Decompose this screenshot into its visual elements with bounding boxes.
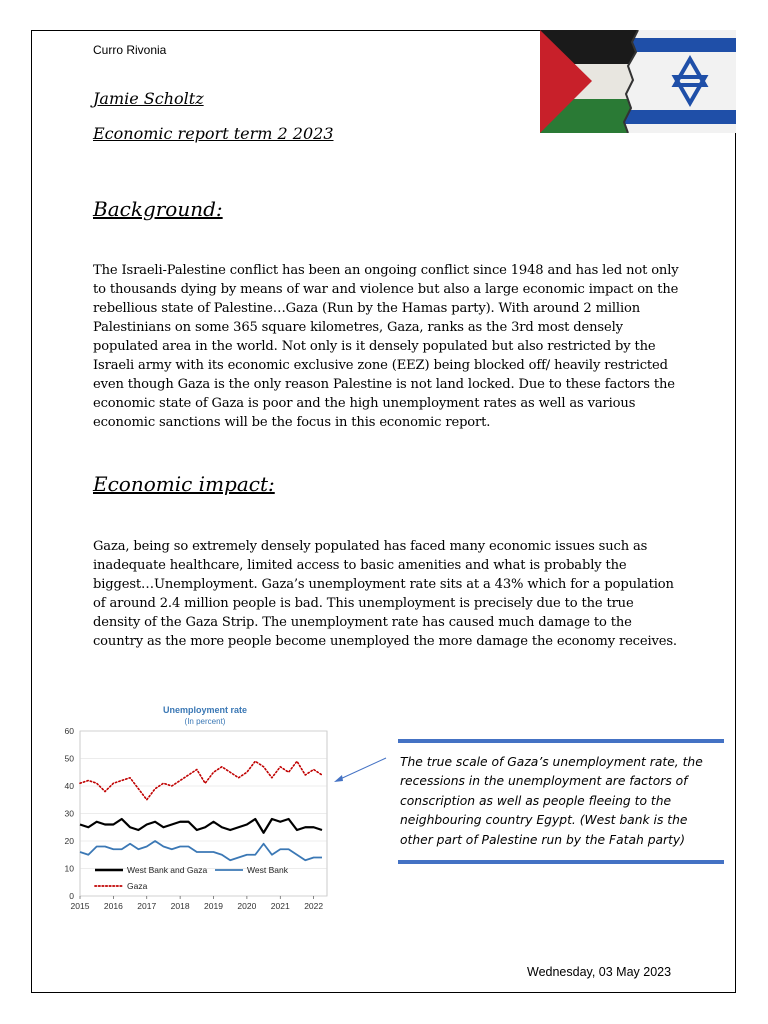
y-tick-label: 0 — [69, 891, 74, 901]
series-line-west-bank-and-gaza — [80, 819, 322, 833]
legend-label: West Bank — [247, 865, 288, 875]
economic-impact-heading: Economic impact: — [93, 472, 275, 496]
x-tick-label: 2020 — [237, 901, 257, 911]
y-tick-label: 30 — [64, 808, 74, 819]
callout-bottom-bar — [398, 860, 724, 864]
footer-date: Wednesday, 03 May 2023 — [527, 965, 672, 979]
y-tick-label: 20 — [64, 836, 74, 846]
x-tick-label: 2015 — [70, 901, 90, 911]
x-tick-label: 2018 — [170, 901, 190, 911]
x-tick-label: 2022 — [304, 901, 324, 911]
y-tick-label: 40 — [64, 781, 74, 791]
legend-label: Gaza — [127, 881, 148, 891]
school-name: Curro Rivonia — [93, 43, 167, 57]
y-tick-label: 10 — [64, 863, 74, 874]
background-paragraph: The Israeli-Palestine conflict has been an ongoing conflict since 1948 and has led not only to thousands dying by means of war and violence but also a large economic impact on the rebellious state of Palestine…Gaza (Run by the Hamas party). With around 2 million Palestinians on some 365 square kilometres, Gaza, ranks as the 3rd most densely populated area in the world. Not only is it densely populated but also restricted by the Israeli army with its economic exclusive zone (EEZ) being blocked off/ heavily restricted even though Gaza is the only reason Palestine is not land locked. Due to these factors the economic state of Gaza is poor and the high unemployment rates as well as various economic sanctions will be the focus in this economic report. — [93, 263, 679, 430]
unemployment-rate-chart — [55, 700, 335, 925]
legend-label: West Bank and Gaza — [127, 865, 208, 875]
report-title: Economic report term 2 2023 — [93, 124, 334, 143]
y-tick-label: 60 — [64, 726, 74, 736]
callout-text: The true scale of Gaza’s unemployment rate, the recessions in the unemployment are factors of conscription as well as people fleeing to the neighbouring country Egypt. (West bank is the other part of Palestine run by the Fatah party) — [400, 754, 703, 847]
chart-title: Unemployment rate — [162, 705, 248, 715]
callout-arrow — [330, 755, 392, 785]
economic-impact-paragraph: Gaza, being so extremely densely populated has faced many economic issues such as inadequate healthcare, limited access to basic amenities and what is probably the biggest…Unemployment. Gaza’s unemployment rate sits at a 43% which for a population of around 2.4 million people is bad. This unemployment is precisely due to the true density of the Gaza Strip. The unemployment rate has caused much damage to the country as the more people become unemployed the more damage the economy receives. — [93, 539, 677, 649]
x-tick-label: 2021 — [270, 901, 290, 911]
background-heading: Background: — [93, 197, 223, 221]
chart-subtitle: (In percent) — [184, 717, 226, 726]
chart-callout — [398, 739, 724, 864]
author-name: Jamie Scholtz — [93, 89, 204, 108]
x-tick-label: 2017 — [137, 901, 157, 911]
y-tick-label: 50 — [64, 753, 74, 764]
series-line-west-bank — [80, 841, 322, 860]
series-line-gaza — [80, 761, 322, 800]
x-tick-label: 2019 — [204, 901, 223, 911]
palestine-israel-flag-image — [540, 30, 736, 133]
x-tick-label: 2016 — [103, 901, 123, 911]
